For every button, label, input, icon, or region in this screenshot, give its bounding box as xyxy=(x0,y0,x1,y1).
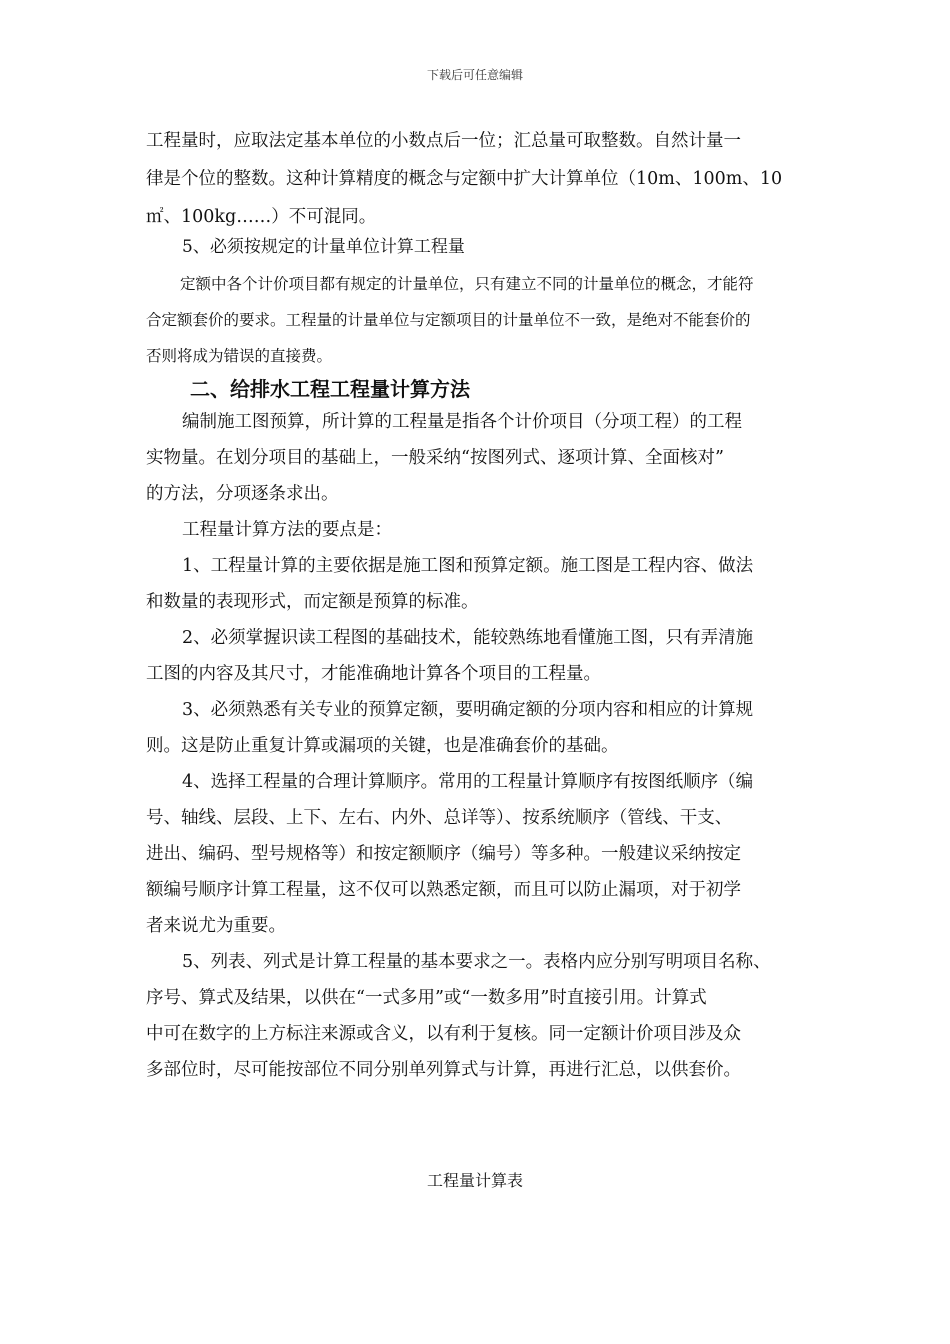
rule5-line: 定额中各个计价项目都有规定的计量单位，只有建立不同的计量单位的概念，才能符 xyxy=(180,275,754,293)
body-line: 中可在数字的上方标注来源或含义，以有利于复核。同一定额计价项目涉及众 xyxy=(146,1024,741,1044)
rule5-line: 否则将成为错误的直接费。 xyxy=(146,347,333,365)
body-line: 2、必须掌握识读工程图的基础技术，能较熟练地看懂施工图，只有弄清施 xyxy=(182,628,754,648)
body-line: 4、选择工程量的合理计算顺序。常用的工程量计算顺序有按图纸顺序（编 xyxy=(182,772,754,792)
body-line: 多部位时，尽可能按部位不同分别单列算式与计算，再进行汇总，以供套价。 xyxy=(146,1060,741,1080)
body-line: 1、工程量计算的主要依据是施工图和预算定额。施工图是工程内容、做法 xyxy=(182,556,754,576)
body-line: 进出、编码、型号规格等）和按定额顺序（编号）等多种。一般建议采纳按定 xyxy=(146,844,741,864)
intro-line: 律是个位的整数。这种计算精度的概念与定额中扩大计算单位（10m、100m、10 xyxy=(146,169,783,189)
body-line: 5、列表、列式是计算工程量的基本要求之一。表格内应分别写明项目名称、 xyxy=(182,952,771,972)
body-line: 编制施工图预算，所计算的工程量是指各个计价项目（分项工程）的工程 xyxy=(182,412,742,432)
body-line: 和数量的表现形式，而定额是预算的标准。 xyxy=(146,592,479,612)
body-line: 号、轴线、层段、上下、左右、内外、总详等）、按系统顺序（管线、干支、 xyxy=(146,808,733,828)
section-title: 二、给排水工程工程量计算方法 xyxy=(190,377,470,401)
body-line: 实物量。在划分项目的基础上，一般采纳“按图列式、逐项计算、全面核对” xyxy=(146,448,724,468)
page-header-note: 下载后可任意编辑 xyxy=(426,68,523,82)
body-line: 额编号顺序计算工程量，这不仅可以熟悉定额，而且可以防止漏项，对于初学 xyxy=(146,880,741,900)
rule5-line: 合定额套价的要求。工程量的计量单位与定额项目的计量单位不一致，是绝对不能套价的 xyxy=(146,311,751,329)
intro-line: ㎡、100kg……）不可混同。 xyxy=(146,207,377,227)
rule5-paragraph xyxy=(146,266,808,374)
intro-paragraph xyxy=(146,122,808,236)
intro-line: 工程量时，应取法定基本单位的小数点后一位；汇总量可取整数。自然计量一 xyxy=(146,131,741,151)
body-line: 者来说尤为重要。 xyxy=(146,916,286,936)
body-line: 的方法，分项逐条求出。 xyxy=(146,484,339,504)
rule5-heading: 5、必须按规定的计量单位计算工程量 xyxy=(182,237,465,257)
body-text xyxy=(146,404,808,1088)
body-line: 3、必须熟悉有关专业的预算定额，要明确定额的分项内容和相应的计算规 xyxy=(182,700,754,720)
body-line: 工图的内容及其尺寸，才能准确地计算各个项目的工程量。 xyxy=(146,664,601,684)
body-line: 则。这是防止重复计算或漏项的关键，也是准确套价的基础。 xyxy=(146,736,619,756)
table-title: 工程量计算表 xyxy=(426,1171,523,1190)
body-line: 序号、算式及结果，以供在“一式多用”或“一数多用”时直接引用。计算式 xyxy=(146,988,707,1008)
body-line: 工程量计算方法的要点是： xyxy=(182,520,392,540)
